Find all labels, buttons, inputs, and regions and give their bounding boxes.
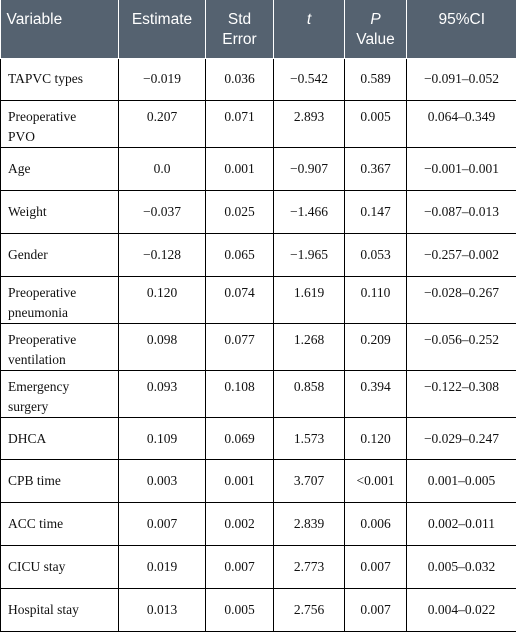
header-std-error-line1: Std — [228, 11, 251, 28]
cell-variable — [1, 58, 119, 101]
table-row — [1, 588, 516, 631]
cell-variable — [1, 276, 119, 323]
cell-t: 1.268 — [274, 323, 345, 370]
cell-std-error: 0.071 — [206, 101, 274, 148]
cell-p-value: 0.589 — [345, 58, 407, 101]
header-estimate — [119, 0, 206, 58]
cell-t: 1.573 — [274, 417, 345, 460]
header-ci-label: 95%CI — [438, 11, 485, 28]
cell-ci: −0.087–0.013 — [407, 191, 516, 234]
table-header — [1, 0, 516, 58]
cell-std-error: 0.077 — [206, 323, 274, 370]
variable-name-line: CICU stay — [8, 559, 65, 574]
variable-name-line: Preoperative — [8, 285, 76, 300]
cell-std-error: 0.074 — [206, 276, 274, 323]
cell-std-error: 0.007 — [206, 546, 274, 589]
cell-estimate: 0.0 — [119, 148, 206, 191]
cell-p-value: 0.007 — [345, 588, 407, 631]
header-variable-label: Variable — [7, 11, 63, 28]
cell-variable — [1, 460, 119, 503]
header-t — [274, 0, 345, 58]
header-p-value-line1: P — [370, 11, 380, 28]
variable-name-line: DHCA — [8, 431, 46, 446]
cell-variable — [1, 323, 119, 370]
cell-estimate: 0.109 — [119, 417, 206, 460]
cell-std-error: 0.001 — [206, 460, 274, 503]
cell-estimate: 0.003 — [119, 460, 206, 503]
cell-estimate: 0.013 — [119, 588, 206, 631]
cell-ci: 0.005–0.032 — [407, 546, 516, 589]
cell-p-value: 0.147 — [345, 191, 407, 234]
variable-name-line: CPB time — [8, 473, 61, 488]
cell-p-value: 0.006 — [345, 503, 407, 546]
cell-estimate: 0.007 — [119, 503, 206, 546]
header-p-value-line2: Value — [356, 31, 395, 48]
variable-name-line: PVO — [8, 129, 35, 144]
table-row — [1, 370, 516, 417]
header-estimate-label: Estimate — [132, 11, 192, 28]
cell-t: 2.839 — [274, 503, 345, 546]
table-row — [1, 460, 516, 503]
header-p-value — [345, 0, 407, 58]
cell-p-value: <0.001 — [345, 460, 407, 503]
variable-name-line: Emergency — [8, 379, 69, 394]
cell-t: 3.707 — [274, 460, 345, 503]
cell-variable — [1, 191, 119, 234]
table-row — [1, 101, 516, 148]
cell-ci: 0.004–0.022 — [407, 588, 516, 631]
cell-std-error: 0.108 — [206, 370, 274, 417]
cell-std-error: 0.005 — [206, 588, 274, 631]
cell-t: −1.965 — [274, 233, 345, 276]
variable-name-line: surgery — [8, 399, 48, 414]
variable-name-line: Gender — [8, 247, 48, 262]
header-variable — [1, 0, 119, 58]
cell-ci: 0.002–0.011 — [407, 503, 516, 546]
table-row — [1, 191, 516, 234]
cell-p-value: 0.367 — [345, 148, 407, 191]
cell-p-value: 0.005 — [345, 101, 407, 148]
cell-variable — [1, 101, 119, 148]
cell-variable — [1, 233, 119, 276]
table-row — [1, 233, 516, 276]
cell-p-value: 0.394 — [345, 370, 407, 417]
header-ci — [407, 0, 516, 58]
cell-t: 2.773 — [274, 546, 345, 589]
cell-estimate: 0.019 — [119, 546, 206, 589]
cell-t: 0.858 — [274, 370, 345, 417]
cell-t: 2.756 — [274, 588, 345, 631]
cell-std-error: 0.065 — [206, 233, 274, 276]
cell-ci: −0.091–0.052 — [407, 58, 516, 101]
variable-name-line: ventilation — [8, 352, 66, 367]
cell-estimate: 0.098 — [119, 323, 206, 370]
cell-std-error: 0.025 — [206, 191, 274, 234]
cell-ci: 0.001–0.005 — [407, 460, 516, 503]
cell-p-value: 0.120 — [345, 417, 407, 460]
variable-name-line: Preoperative — [8, 109, 76, 124]
cell-std-error: 0.002 — [206, 503, 274, 546]
cell-t: 1.619 — [274, 276, 345, 323]
cell-variable — [1, 370, 119, 417]
cell-variable — [1, 417, 119, 460]
cell-estimate: −0.128 — [119, 233, 206, 276]
variable-name-line: TAPVC types — [8, 71, 83, 86]
cell-t: −0.907 — [274, 148, 345, 191]
cell-estimate: −0.019 — [119, 58, 206, 101]
table-row — [1, 417, 516, 460]
cell-estimate: 0.207 — [119, 101, 206, 148]
header-std-error-line2: Error — [222, 31, 256, 48]
cell-std-error: 0.069 — [206, 417, 274, 460]
cell-ci: −0.122–0.308 — [407, 370, 516, 417]
cell-p-value: 0.209 — [345, 323, 407, 370]
table-body — [1, 58, 516, 631]
cell-p-value: 0.110 — [345, 276, 407, 323]
table-row — [1, 58, 516, 101]
variable-name-line: Preoperative — [8, 332, 76, 347]
cell-ci: 0.064–0.349 — [407, 101, 516, 148]
cell-t: −1.466 — [274, 191, 345, 234]
variable-name-line: pneumonia — [8, 305, 68, 320]
cell-estimate: 0.120 — [119, 276, 206, 323]
cell-variable — [1, 546, 119, 589]
cell-ci: −0.028–0.267 — [407, 276, 516, 323]
variable-name-line: Age — [8, 161, 31, 176]
cell-p-value: 0.007 — [345, 546, 407, 589]
header-row — [1, 0, 516, 58]
variable-name-line: Weight — [8, 204, 47, 219]
cell-std-error: 0.001 — [206, 148, 274, 191]
header-t-label: t — [307, 11, 311, 28]
cell-std-error: 0.036 — [206, 58, 274, 101]
header-std-error — [206, 0, 274, 58]
cell-variable — [1, 588, 119, 631]
cell-ci: −0.056–0.252 — [407, 323, 516, 370]
table-row — [1, 148, 516, 191]
cell-variable — [1, 148, 119, 191]
cell-estimate: −0.037 — [119, 191, 206, 234]
table-row — [1, 503, 516, 546]
table-row — [1, 546, 516, 589]
table-row — [1, 323, 516, 370]
cell-t: −0.542 — [274, 58, 345, 101]
cell-ci: −0.001–0.001 — [407, 148, 516, 191]
cell-t: 2.893 — [274, 101, 345, 148]
cell-estimate: 0.093 — [119, 370, 206, 417]
variable-name-line: ACC time — [8, 516, 63, 531]
cell-p-value: 0.053 — [345, 233, 407, 276]
cell-ci: −0.257–0.002 — [407, 233, 516, 276]
variable-name-line: Hospital stay — [8, 602, 79, 617]
table-row — [1, 276, 516, 323]
cell-ci: −0.029–0.247 — [407, 417, 516, 460]
cell-variable — [1, 503, 119, 546]
